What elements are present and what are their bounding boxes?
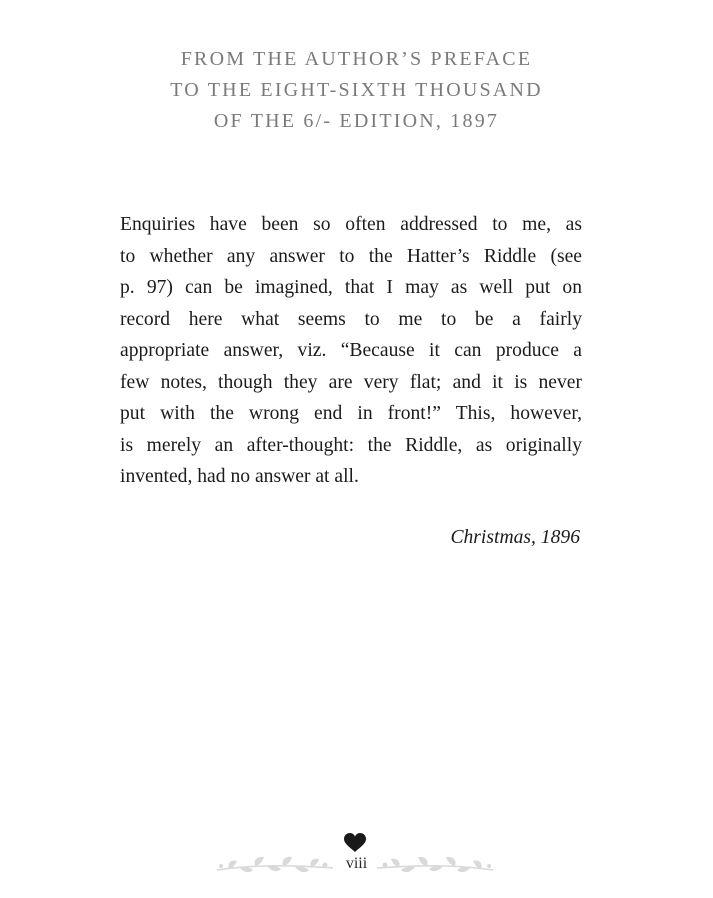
paragraph-line: p. 97) can be imagined, that I may as well put on xyxy=(120,277,582,298)
heart-icon xyxy=(344,833,366,852)
paragraph-line: is merely an after-thought: the Riddle, as originally xyxy=(120,434,582,456)
paragraph-line: Enquiries have been so often addressed to me, as xyxy=(120,214,582,235)
date-signature: Christmas, 1896 xyxy=(450,527,580,548)
heading-line-2: TO THE EIGHT-SIXTH THOUSAND xyxy=(170,79,543,101)
page-number: viii xyxy=(345,855,368,872)
heading-line-1: FROM THE AUTHOR’S PREFACE xyxy=(180,48,533,70)
preface-heading xyxy=(0,44,713,137)
paragraph-line: to whether any answer to the Hatter’s Riddle (see xyxy=(120,245,582,267)
paragraph-line: appropriate answer, viz. “Because it can produce a xyxy=(120,340,582,361)
preface-paragraph xyxy=(120,209,582,493)
paragraph-line: put with the wrong end in front!” This, however, xyxy=(120,403,582,424)
paragraph-line: few notes, though they are very flat; and it is never xyxy=(120,371,582,393)
heading-line-3: OF THE 6/- EDITION, 1897 xyxy=(213,110,500,132)
paragraph-line: record here what seems to me to be a fairly xyxy=(120,308,582,330)
paragraph-line: invented, had no answer at all. xyxy=(120,466,359,487)
